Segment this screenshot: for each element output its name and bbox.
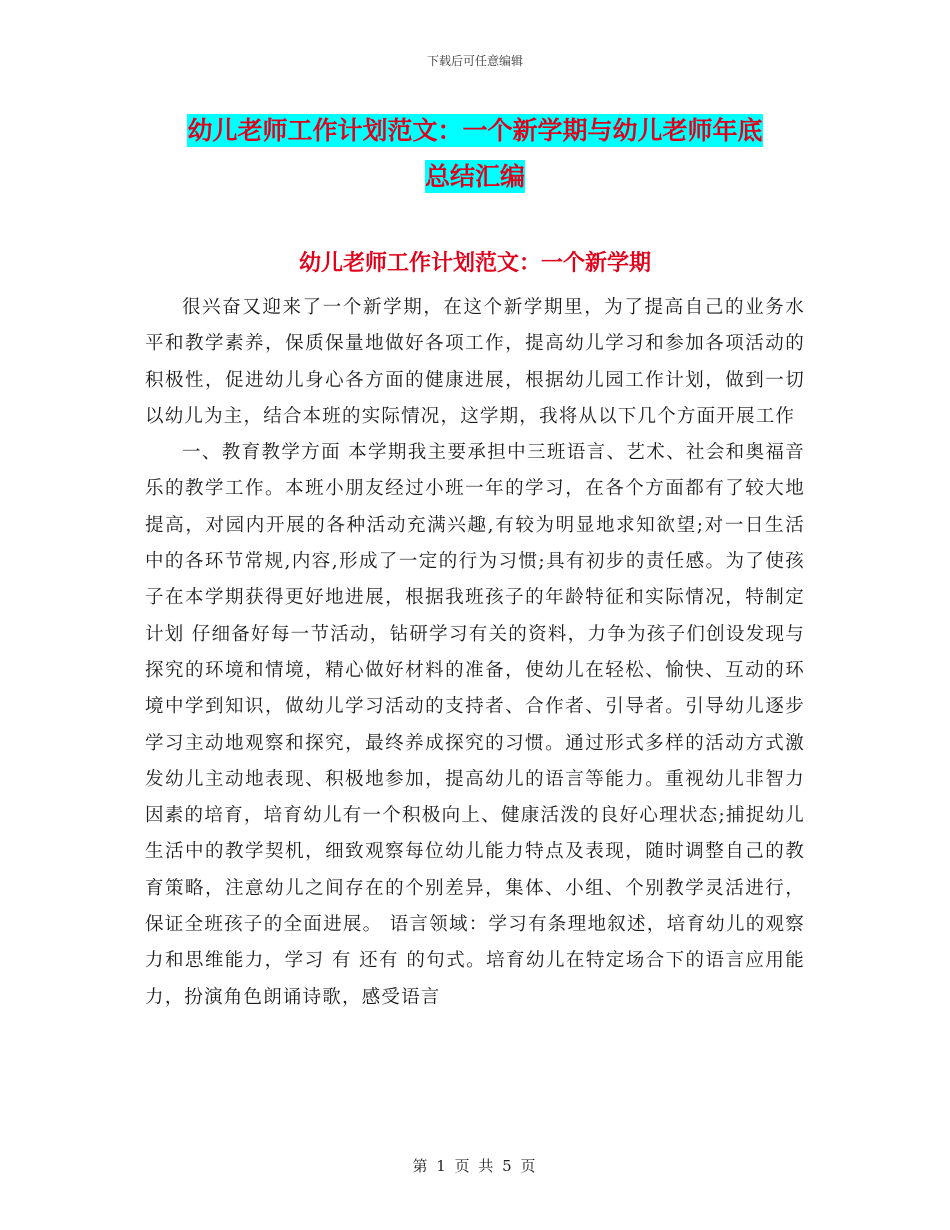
title-line-1: 幼儿老师工作计划范文：一个新学期与幼儿老师年底: [187, 116, 763, 145]
section-title: 幼儿老师工作计划范文：一个新学期: [298, 251, 651, 276]
body-text: [145, 290, 805, 1016]
page-number: 第 1 页 共 5 页: [412, 1157, 538, 1175]
paragraph: 一、教育教学方面 本学期我主要承担中三班语言、艺术、社会和奥福音乐的教学工作。本班小朋友经过小班一年的学习，在各个方面都有了较大地提高，对园内开展的各种活动充满兴趣,有较为明显地求知欲望;对一日生活中的各环节常规,内容,形成了一定的行为习惯;具有初步的责任感。为了使孩子在本学期获得更好地进展，根据我班孩子的年龄特征和实际情况，特制定计划 仔细备好每一节活动，钻研学习有关的资料，力争为孩子们创设发现与探究的环境和情境，精心做好材料的准备，使幼儿在轻松、愉快、互动的环境中学到知识，做幼儿学习活动的支持者、合作者、引导者。引导幼儿逐步学习主动地观察和探究，最终养成探究的习惯。通过形式多样的活动方式激发幼儿主动地表现、积极地参加，提高幼儿的语言等能力。重视幼儿非智力因素的培育，培育幼儿有一个积极向上、健康活泼的良好心理状态;捕捉幼儿生活中的教学契机，细致观察每位幼儿能力特点及表现，随时调整自己的教育策略，注意幼儿之间存在的个别差异，集体、小组、个别教学灵活进行，保证全班孩子的全面进展。 语言领域：学习有条理地叙述，培育幼儿的观察力和思维能力，学习 有 还有 的句式。培育幼儿在特定场合下的语言应用能力，扮演角色朗诵诗歌，感受语言: [145, 442, 805, 1008]
document-title: [150, 108, 800, 200]
title-line-2: 总结汇编: [424, 162, 525, 191]
header-note: 下载后可任意编辑: [426, 54, 523, 68]
paragraph: 很兴奋又迎来了一个新学期，在这个新学期里，为了提高自己的业务水平和教学素养，保质保量地做好各项工作，提高幼儿学习和参加各项活动的积极性，促进幼儿身心各方面的健康进展，根据幼儿园工作计划，做到一切以幼儿为主，结合本班的实际情况，这学期，我将从以下几个方面开展工作: [145, 297, 805, 427]
